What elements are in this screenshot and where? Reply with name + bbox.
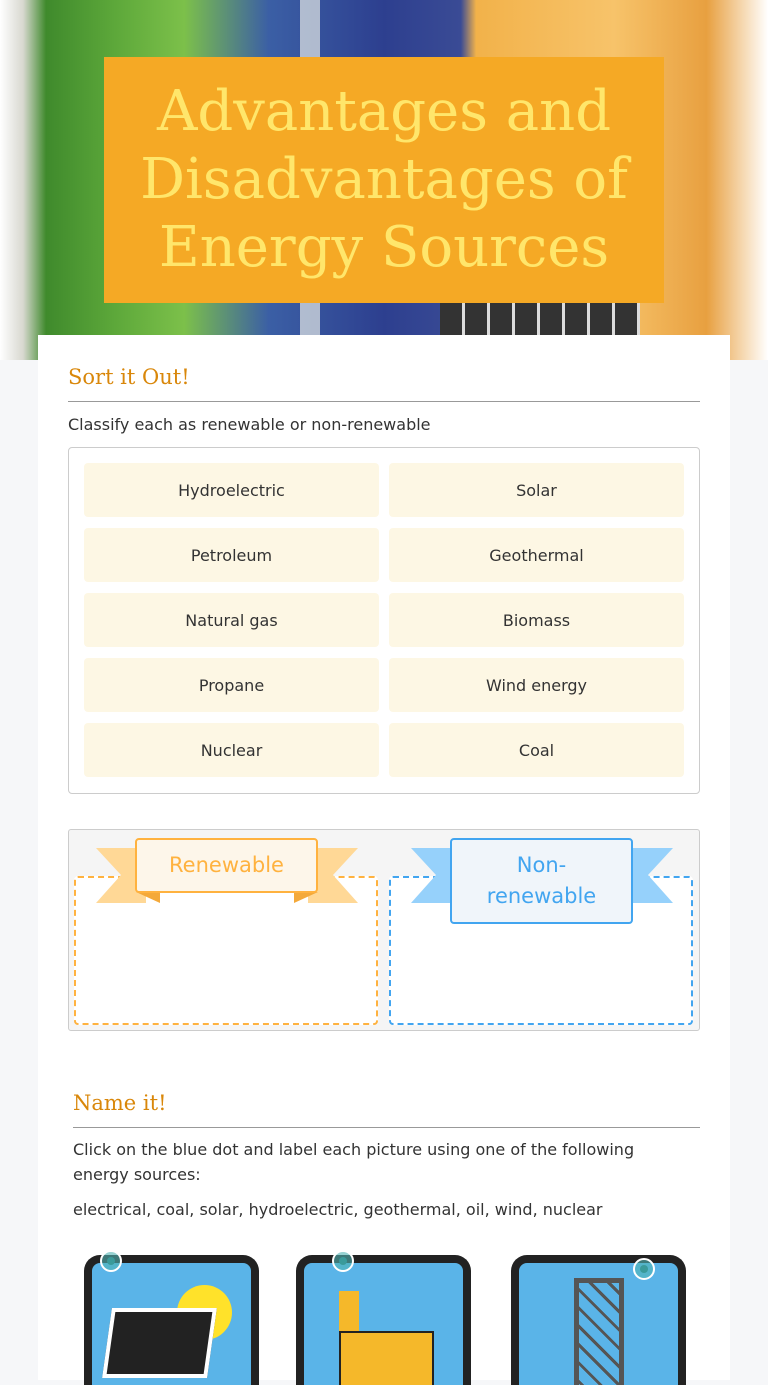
draggable-item[interactable]: Geothermal [389, 528, 684, 582]
draggable-item[interactable]: Natural gas [84, 593, 379, 647]
category-renewable: Renewable [135, 838, 318, 893]
name-instruction: Click on the blue dot and label each picture using one of the following energy sources: [73, 1140, 635, 1184]
label-hotspot-dot[interactable] [633, 1258, 655, 1280]
energy-options: electrical, coal, solar, hydroelectric, geothermal, oil, wind, nuclear [73, 1200, 603, 1219]
factory-image [296, 1255, 471, 1385]
sort-instruction: Classify each as renewable or non-renewable [68, 415, 431, 434]
draggable-item[interactable]: Petroleum [84, 528, 379, 582]
sort-heading: Sort it Out! [68, 365, 190, 389]
draggable-item[interactable]: Coal [389, 723, 684, 777]
draggable-item[interactable]: Wind energy [389, 658, 684, 712]
draggable-item[interactable]: Solar [389, 463, 684, 517]
divider [68, 401, 700, 402]
category-non-renewable: Non-renewable [450, 838, 633, 924]
divider [73, 1127, 700, 1128]
draggable-item[interactable]: Propane [84, 658, 379, 712]
draggable-item[interactable]: Nuclear [84, 723, 379, 777]
name-heading: Name it! [73, 1091, 167, 1115]
label-hotspot-dot[interactable] [332, 1250, 354, 1272]
draggable-item[interactable]: Hydroelectric [84, 463, 379, 517]
item-pool [68, 447, 700, 794]
sort-categories [68, 829, 700, 1031]
label-hotspot-dot[interactable] [100, 1250, 122, 1272]
draggable-item[interactable]: Biomass [389, 593, 684, 647]
title-banner [104, 57, 664, 303]
worksheet-card [38, 335, 730, 1380]
power-tower-image [511, 1255, 686, 1385]
page-title: Advantages and Disadvantages of Energy Sources [140, 79, 628, 280]
solar-panel-image [84, 1255, 259, 1385]
